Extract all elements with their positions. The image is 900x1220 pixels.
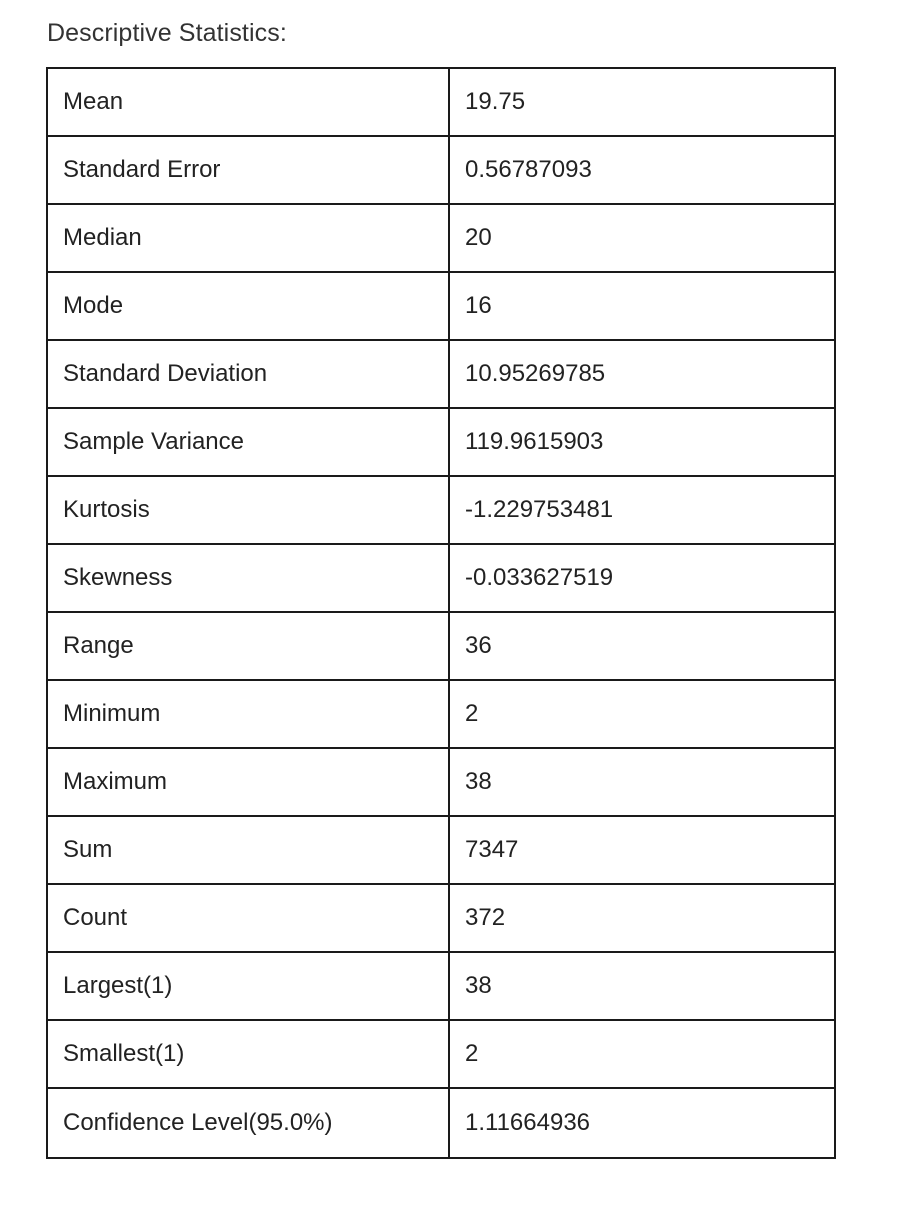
stat-label-sum: Sum — [47, 816, 449, 884]
table-row — [47, 408, 835, 476]
stat-value-skewness: -0.033627519 — [449, 544, 835, 612]
stat-label-maximum: Maximum — [47, 748, 449, 816]
descriptive-statistics-table — [46, 67, 836, 1159]
table-row — [47, 68, 835, 136]
stat-value-mean: 19.75 — [449, 68, 835, 136]
stat-value-range: 36 — [449, 612, 835, 680]
stat-label-mode: Mode — [47, 272, 449, 340]
stat-value-kurtosis: -1.229753481 — [449, 476, 835, 544]
table-row — [47, 544, 835, 612]
stat-value-standard-error: 0.56787093 — [449, 136, 835, 204]
stat-value-sample-variance: 119.9615903 — [449, 408, 835, 476]
table-row — [47, 340, 835, 408]
table-row — [47, 136, 835, 204]
table-row — [47, 204, 835, 272]
page-title: Descriptive Statistics: — [47, 19, 287, 47]
stat-label-largest: Largest(1) — [47, 952, 449, 1020]
stat-label-median: Median — [47, 204, 449, 272]
table-row — [47, 476, 835, 544]
stat-value-confidence-level: 1.11664936 — [449, 1088, 835, 1158]
stat-label-standard-error: Standard Error — [47, 136, 449, 204]
table-row — [47, 272, 835, 340]
stat-value-mode: 16 — [449, 272, 835, 340]
stat-value-median: 20 — [449, 204, 835, 272]
stat-value-minimum: 2 — [449, 680, 835, 748]
stat-label-skewness: Skewness — [47, 544, 449, 612]
stat-label-sample-variance: Sample Variance — [47, 408, 449, 476]
stat-value-standard-deviation: 10.95269785 — [449, 340, 835, 408]
table-row — [47, 1020, 835, 1088]
stat-label-smallest: Smallest(1) — [47, 1020, 449, 1088]
stat-value-sum: 7347 — [449, 816, 835, 884]
table-row — [47, 816, 835, 884]
stat-value-count: 372 — [449, 884, 835, 952]
stat-value-smallest: 2 — [449, 1020, 835, 1088]
stat-label-mean: Mean — [47, 68, 449, 136]
stat-label-count: Count — [47, 884, 449, 952]
stat-label-standard-deviation: Standard Deviation — [47, 340, 449, 408]
table-row — [47, 612, 835, 680]
table-row — [47, 1088, 835, 1158]
table-row — [47, 952, 835, 1020]
stat-value-maximum: 38 — [449, 748, 835, 816]
stat-label-kurtosis: Kurtosis — [47, 476, 449, 544]
stat-label-confidence-level: Confidence Level(95.0%) — [47, 1088, 449, 1158]
table-row — [47, 748, 835, 816]
stat-value-largest: 38 — [449, 952, 835, 1020]
table-row — [47, 680, 835, 748]
table-row — [47, 884, 835, 952]
stat-label-range: Range — [47, 612, 449, 680]
stat-label-minimum: Minimum — [47, 680, 449, 748]
